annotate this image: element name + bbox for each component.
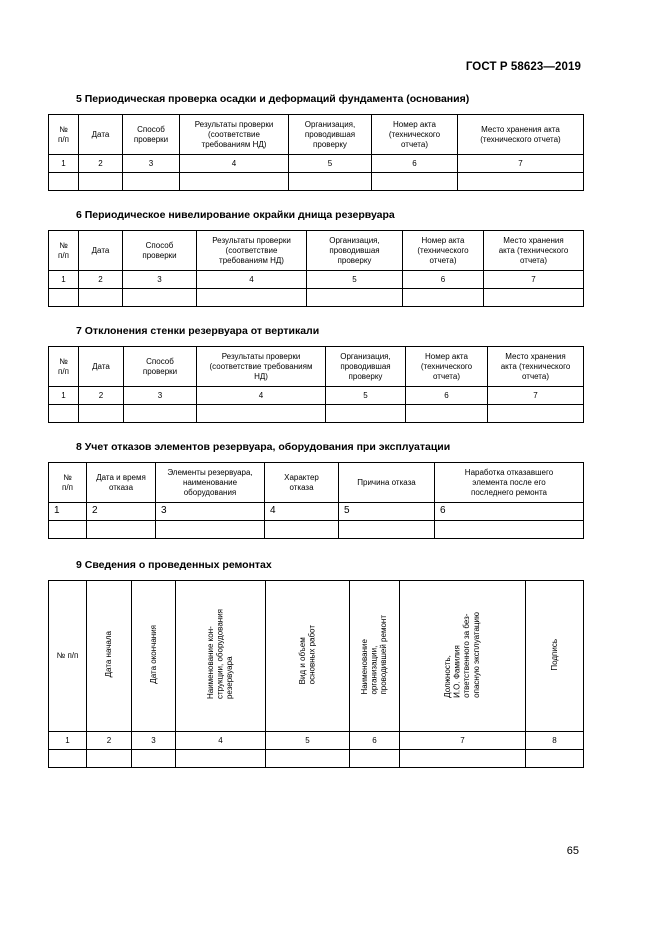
header-label: Наименование кон- струкции, оборудования резервуара (206, 609, 235, 700)
header-cell: Дата (79, 231, 123, 271)
empty-cell[interactable] (87, 521, 156, 539)
number-row (49, 271, 584, 289)
section-7-title: 7 Отклонения стенки резервуара от вертикали (76, 325, 320, 337)
number-cell: 6 (406, 387, 488, 405)
number-cell: 2 (79, 271, 123, 289)
header-cell (350, 581, 400, 732)
number-row (49, 503, 584, 521)
number-cell: 7 (400, 732, 526, 750)
header-cell: Дата (79, 347, 124, 387)
header-cell: Номер акта (технического отчета) (372, 115, 458, 155)
header-label: Должность, И.О. Фамилия ответственного за без- опасную эксплуатацию (443, 611, 482, 698)
empty-cell[interactable] (49, 750, 87, 768)
header-label: Наименование организации, проводившей ремонт (360, 614, 389, 695)
empty-cell[interactable] (79, 173, 123, 191)
number-cell: 6 (403, 271, 484, 289)
number-cell: 6 (435, 503, 584, 521)
header-cell: № п/п (49, 463, 87, 503)
header-cell: № п/п (49, 231, 79, 271)
header-row (49, 463, 584, 503)
header-cell (87, 581, 132, 732)
number-cell: 5 (266, 732, 350, 750)
header-cell: Место хранения акта (технического отчета) (488, 347, 584, 387)
number-cell: 5 (307, 271, 403, 289)
header-cell: Элементы резервуара, наименование оборудования (156, 463, 265, 503)
empty-row (49, 405, 584, 423)
header-cell: Результаты проверки (соответствие требованиям НД) (197, 347, 326, 387)
header-row (49, 115, 584, 155)
header-cell (400, 581, 526, 732)
section-8-title: 8 Учет отказов элементов резервуара, оборудования при эксплуатации (76, 441, 451, 453)
number-cell: 3 (132, 732, 176, 750)
header-cell: Место хранения акта (технического отчета) (484, 231, 584, 271)
section-5-title: 5 Периодическая проверка осадки и деформаций фундамента (основания) (76, 93, 470, 105)
number-cell: 1 (49, 155, 79, 173)
number-cell: 4 (180, 155, 289, 173)
number-cell: 4 (197, 271, 307, 289)
empty-cell[interactable] (79, 405, 124, 423)
header-cell: Дата и время отказа (87, 463, 156, 503)
table-failures (48, 462, 584, 539)
header-label: Дата начала (104, 631, 114, 678)
number-cell: 3 (123, 155, 180, 173)
header-cell: Способ проверки (124, 347, 197, 387)
empty-cell[interactable] (123, 289, 197, 307)
empty-cell[interactable] (526, 750, 584, 768)
header-cell (132, 581, 176, 732)
number-cell: 7 (484, 271, 584, 289)
number-cell: 5 (326, 387, 406, 405)
empty-cell[interactable] (49, 289, 79, 307)
document-code: ГОСТ Р 58623—2019 (465, 61, 581, 73)
empty-cell[interactable] (197, 289, 307, 307)
page-number: 65 (566, 845, 579, 857)
empty-cell[interactable] (406, 405, 488, 423)
empty-cell[interactable] (435, 521, 584, 539)
empty-cell[interactable] (132, 750, 176, 768)
header-cell: Причина отказа (339, 463, 435, 503)
number-row (49, 155, 584, 173)
number-cell: 3 (123, 271, 197, 289)
empty-cell[interactable] (266, 750, 350, 768)
number-cell: 2 (87, 732, 132, 750)
number-cell: 6 (350, 732, 400, 750)
header-cell: Организация, проводившая проверку (289, 115, 372, 155)
header-cell (526, 581, 584, 732)
header-row (49, 231, 584, 271)
empty-row (49, 521, 584, 539)
header-cell: Номер акта (технического отчета) (403, 231, 484, 271)
number-cell: 4 (265, 503, 339, 521)
empty-cell[interactable] (400, 750, 526, 768)
empty-cell[interactable] (265, 521, 339, 539)
header-cell: № п/п (49, 581, 87, 732)
table-wall-deviation (48, 346, 584, 423)
table-repairs (48, 580, 584, 768)
number-cell: 8 (526, 732, 584, 750)
header-cell (266, 581, 350, 732)
header-row (49, 581, 584, 732)
header-cell: Результаты проверки (соответствие требованиям НД) (197, 231, 307, 271)
empty-cell[interactable] (123, 173, 180, 191)
header-cell: Номер акта (технического отчета) (406, 347, 488, 387)
empty-row (49, 289, 584, 307)
header-cell: Организация, проводившая проверку (307, 231, 403, 271)
number-cell: 1 (49, 732, 87, 750)
section-6-title: 6 Периодическое нивелирование окрайки днища резервуара (76, 209, 395, 221)
empty-cell[interactable] (488, 405, 584, 423)
table-bottom-leveling (48, 230, 584, 307)
empty-cell[interactable] (197, 405, 326, 423)
empty-cell[interactable] (289, 173, 372, 191)
empty-cell[interactable] (87, 750, 132, 768)
empty-cell[interactable] (49, 405, 79, 423)
number-cell: 2 (87, 503, 156, 521)
header-cell: № п/п (49, 347, 79, 387)
header-cell (176, 581, 266, 732)
number-cell: 2 (79, 387, 124, 405)
empty-cell[interactable] (79, 289, 123, 307)
header-cell: Результаты проверки (соответствие требованиям НД) (180, 115, 289, 155)
number-cell: 4 (176, 732, 266, 750)
number-cell: 5 (289, 155, 372, 173)
header-cell: № п/п (49, 115, 79, 155)
header-label: Дата окончания (148, 625, 158, 684)
number-row (49, 387, 584, 405)
number-row (49, 732, 584, 750)
number-cell: 3 (124, 387, 197, 405)
section-9-title: 9 Сведения о проведенных ремонтах (76, 559, 272, 571)
empty-cell[interactable] (49, 173, 79, 191)
number-cell: 1 (49, 503, 87, 521)
empty-cell[interactable] (326, 405, 406, 423)
empty-cell[interactable] (124, 405, 197, 423)
header-cell: Характер отказа (265, 463, 339, 503)
empty-cell[interactable] (307, 289, 403, 307)
number-cell: 7 (458, 155, 584, 173)
header-cell: Дата (79, 115, 123, 155)
empty-cell[interactable] (176, 750, 266, 768)
header-cell: Место хранения акта (технического отчета) (458, 115, 584, 155)
empty-cell[interactable] (350, 750, 400, 768)
header-label: Подпись (549, 638, 559, 671)
table-foundation-check (48, 114, 584, 191)
empty-cell[interactable] (403, 289, 484, 307)
empty-cell[interactable] (49, 521, 87, 539)
number-cell: 1 (49, 387, 79, 405)
empty-cell[interactable] (372, 173, 458, 191)
number-cell: 5 (339, 503, 435, 521)
number-cell: 7 (488, 387, 584, 405)
empty-cell[interactable] (180, 173, 289, 191)
empty-cell[interactable] (339, 521, 435, 539)
number-cell: 2 (79, 155, 123, 173)
header-row (49, 347, 584, 387)
empty-cell[interactable] (458, 173, 584, 191)
header-cell: Организация, проводившая проверку (326, 347, 406, 387)
number-cell: 3 (156, 503, 265, 521)
header-cell: Способ проверки (123, 231, 197, 271)
number-cell: 6 (372, 155, 458, 173)
header-label: Вид и объем основных работ (297, 624, 317, 685)
empty-row (49, 173, 584, 191)
empty-row (49, 750, 584, 768)
empty-cell[interactable] (156, 521, 265, 539)
number-cell: 1 (49, 271, 79, 289)
empty-cell[interactable] (484, 289, 584, 307)
header-cell: Способ проверки (123, 115, 180, 155)
header-cell: Наработка отказавшего элемента после его последнего ремонта (435, 463, 584, 503)
number-cell: 4 (197, 387, 326, 405)
